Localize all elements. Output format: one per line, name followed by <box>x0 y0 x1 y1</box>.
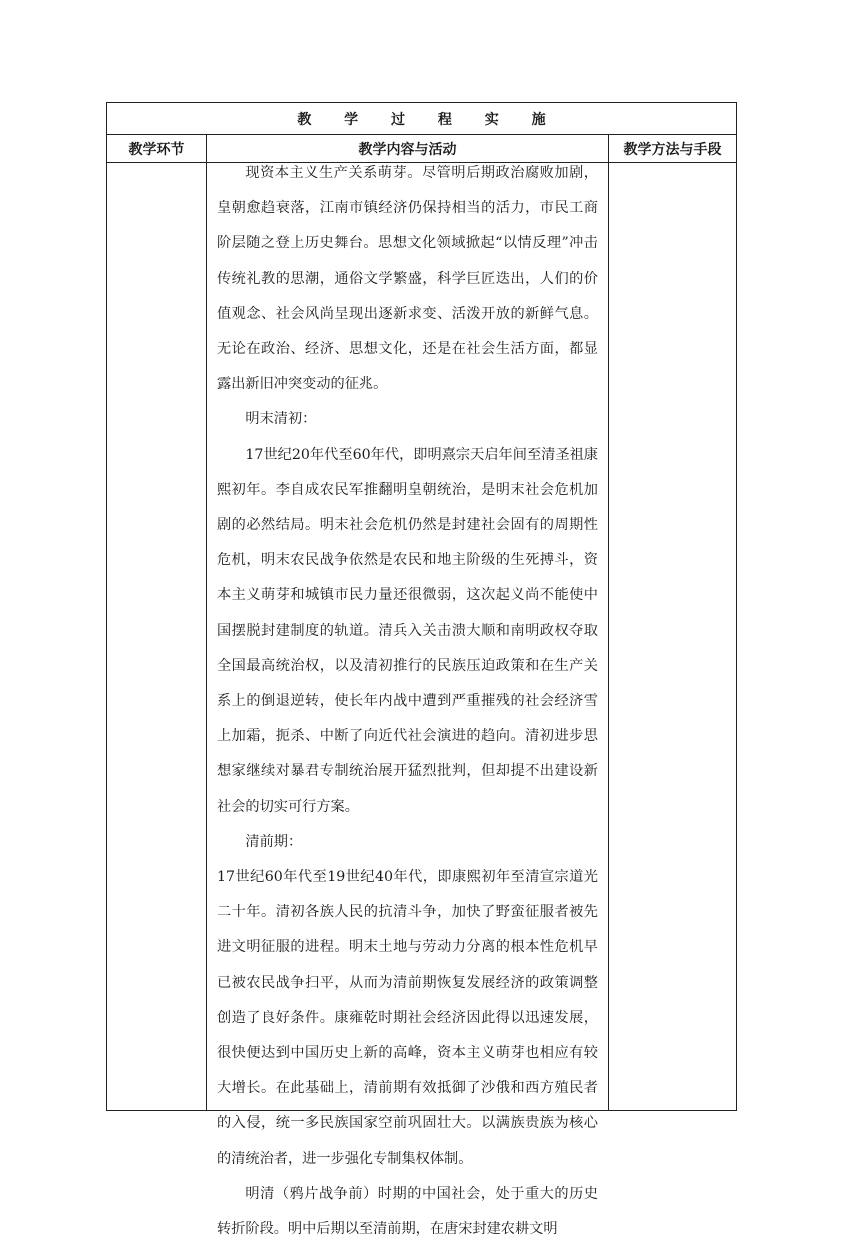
teaching-content-cell <box>207 165 608 1238</box>
header-teaching-content: 教学内容与活动 <box>358 141 457 158</box>
column-divider <box>608 135 609 1110</box>
content-paragraph: 明清（鸦片战争前）时期的中国社会，处于重大的历史转折阶段。明中后期以至清前期，在唐宋封建农耕文明 <box>217 1185 598 1238</box>
content-paragraph: 现资本主义生产关系萌芽。尽管明后期政治腐败加剧，皇朝愈趋衰落，江南市镇经济仍保持相当的活力，市民工商阶层随之登上历史舞台。思想文化领域掀起“以情反理”冲击传统礼教的思潮，通俗文学繁盛，科学巨匠迭出，人们的价值观念、社会风尚呈现出逐新求变、活泼开放的新鲜气息。无论在政治、经济、思想文化，还是在社会生活方面，都显露出新旧冲突变动的征兆。 <box>217 165 598 393</box>
section-heading-early-qing: 清前期： <box>245 833 303 850</box>
content-paragraph: 17世纪60年代至19世纪40年代，即康熙初年至清宣宗道光二十年。清初各族人民的抗清斗争，加快了野蛮征服者被先进文明征服的进程。明末土地与劳动力分离的根本性危机早已被农民战争扫平，从而为清前期恢复发展经济的政策调整创造了良好条件。康雍乾时期社会经济因此得以迅速发展，很快便达到中国历史上新的高峰，资本主义萌芽也相应有较大增长。在此基础上，清前期有效抵御了沙俄和西方殖民者的入侵，统一多民族国家空前巩固壮大。以满族贵族为核心的清统治者，进一步强化专制集权体制。 <box>217 869 598 1167</box>
section-heading-late-ming-early-qing: 明末清初： <box>245 411 317 428</box>
header-teaching-method: 教学方法与手段 <box>623 141 722 158</box>
content-paragraph: 17世纪20年代至60年代，即明熹宗天启年间至清圣祖康熙初年。李自成农民军推翻明皇朝统治，是明末社会危机加剧的必然结局。明末社会危机仍然是封建社会固有的周期性危机，明末农民战争依然是农民和地主阶级的生死搏斗，资本主义萌芽和城镇市民力量还很微弱，这次起义尚不能使中国摆脱封建制度的轨道。清兵入关击溃大顺和南明政权夺取全国最高统治权，以及清初推行的民族压迫政策和在生产关系上的倒退逆转，使长年内战中遭到严重摧残的社会经济雪上加霜，扼杀、中断了向近代社会演进的趋向。清初进步思想家继续对暴君专制统治展开猛烈批判，但却提不出建设新社会的切实可行方案。 <box>217 446 598 815</box>
table-title: 教 学 过 程 实 施 <box>107 103 736 135</box>
teaching-process-table <box>106 102 737 1238</box>
header-teaching-stage: 教学环节 <box>128 141 185 158</box>
